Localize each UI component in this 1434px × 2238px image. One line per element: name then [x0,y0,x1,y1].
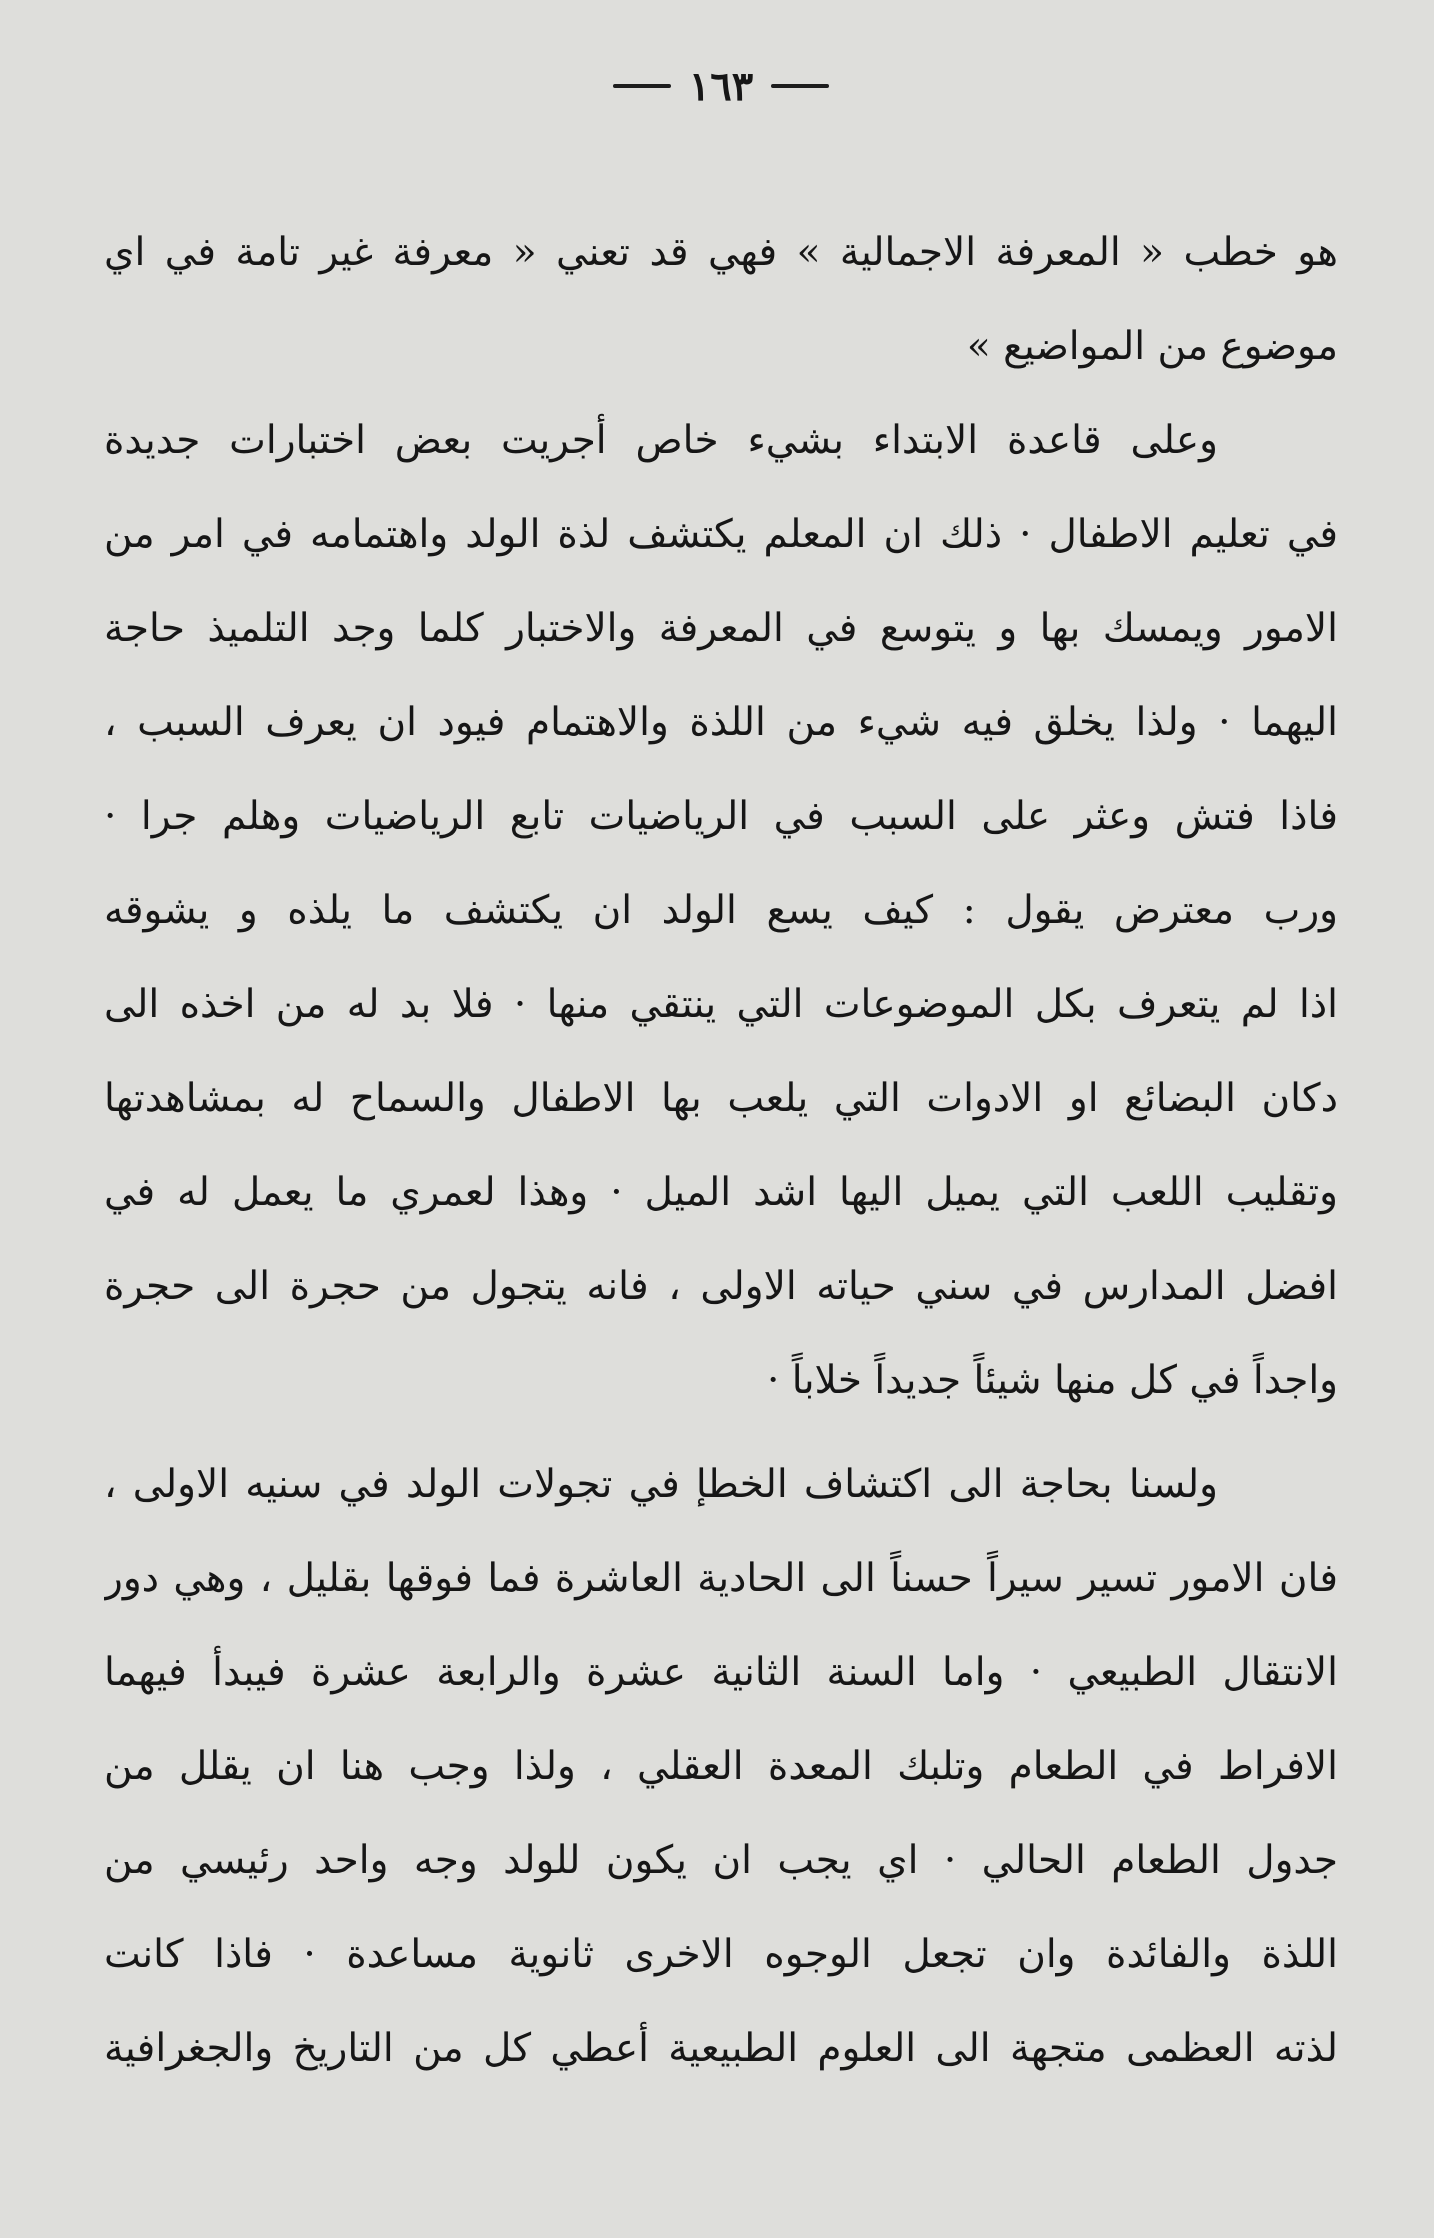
text-line: واجداً في كل منها شيئاً جديداً خلاباً · [767,1358,1338,1403]
text-line: افضل المدارس في سني حياته الاولى ، فانه يتجول من حجرة الى حجرة [104,1264,1338,1309]
text-line: اذا لم يتعرف بكل الموضوعات التي ينتقي منها · فلا بد له من اخذه الى [104,982,1338,1027]
page-header [104,62,1338,110]
text-line: ورب معترض يقول : كيف يسع الولد ان يكتشف ما يلذه و يشوقه [104,888,1338,933]
text-body [104,206,1338,2096]
text-line: اليهما · ولذا يخلق فيه شيء من اللذة والاهتمام فيود ان يعرف السبب ، [104,700,1338,745]
text-line: في تعليم الاطفال · ذلك ان المعلم يكتشف لذة الولد واهتمامه في امر من [104,512,1338,557]
text-line: وتقليب اللعب التي يميل اليها اشد الميل · وهذا لعمري ما يعمل له في [104,1170,1338,1215]
text-line: لذته العظمى متجهة الى العلوم الطبيعية أعطي كل من التاريخ والجغرافية [104,2026,1338,2071]
text-line: موضوع من المواضيع » [966,324,1338,369]
header-dash-left [613,84,671,88]
text-line: الامور ويمسك بها و يتوسع في المعرفة والاختبار كلما وجد التلميذ حاجة [104,606,1338,651]
text-line: فاذا فتش وعثر على السبب في الرياضيات تابع الرياضيات وهلم جرا · [104,794,1338,839]
header-dash-right [771,84,829,88]
text-line: اللذة والفائدة وان تجعل الوجوه الاخرى ثانوية مساعدة · فاذا كانت [104,1932,1338,1977]
text-line: دكان البضائع او الادوات التي يلعب بها الاطفال والسماح له بمشاهدتها [104,1076,1338,1121]
text-line: جدول الطعام الحالي · اي يجب ان يكون للولد وجه واحد رئيسي من [104,1838,1338,1883]
text-line: وعلى قاعدة الابتداء بشيء خاص أجريت بعض اختبارات جديدة [104,418,1218,463]
text-line: الانتقال الطبيعي · واما السنة الثانية عشرة والرابعة عشرة فيبدأ فيهما [104,1650,1338,1695]
text-line: هو خطب « المعرفة الاجمالية » فهي قد تعني « معرفة غير تامة في اي [104,230,1338,275]
text-line: فان الامور تسير سيراً حسناً الى الحادية العاشرة فما فوقها بقليل ، وهي دور [104,1556,1338,1601]
page-number: ١٦٣ [688,62,754,110]
text-line: الافراط في الطعام وتلبك المعدة العقلي ، ولذا وجب هنا ان يقلل من [104,1744,1338,1789]
text-line: ولسنا بحاجة الى اكتشاف الخطإ في تجولات الولد في سنيه الاولى ، [104,1462,1218,1507]
